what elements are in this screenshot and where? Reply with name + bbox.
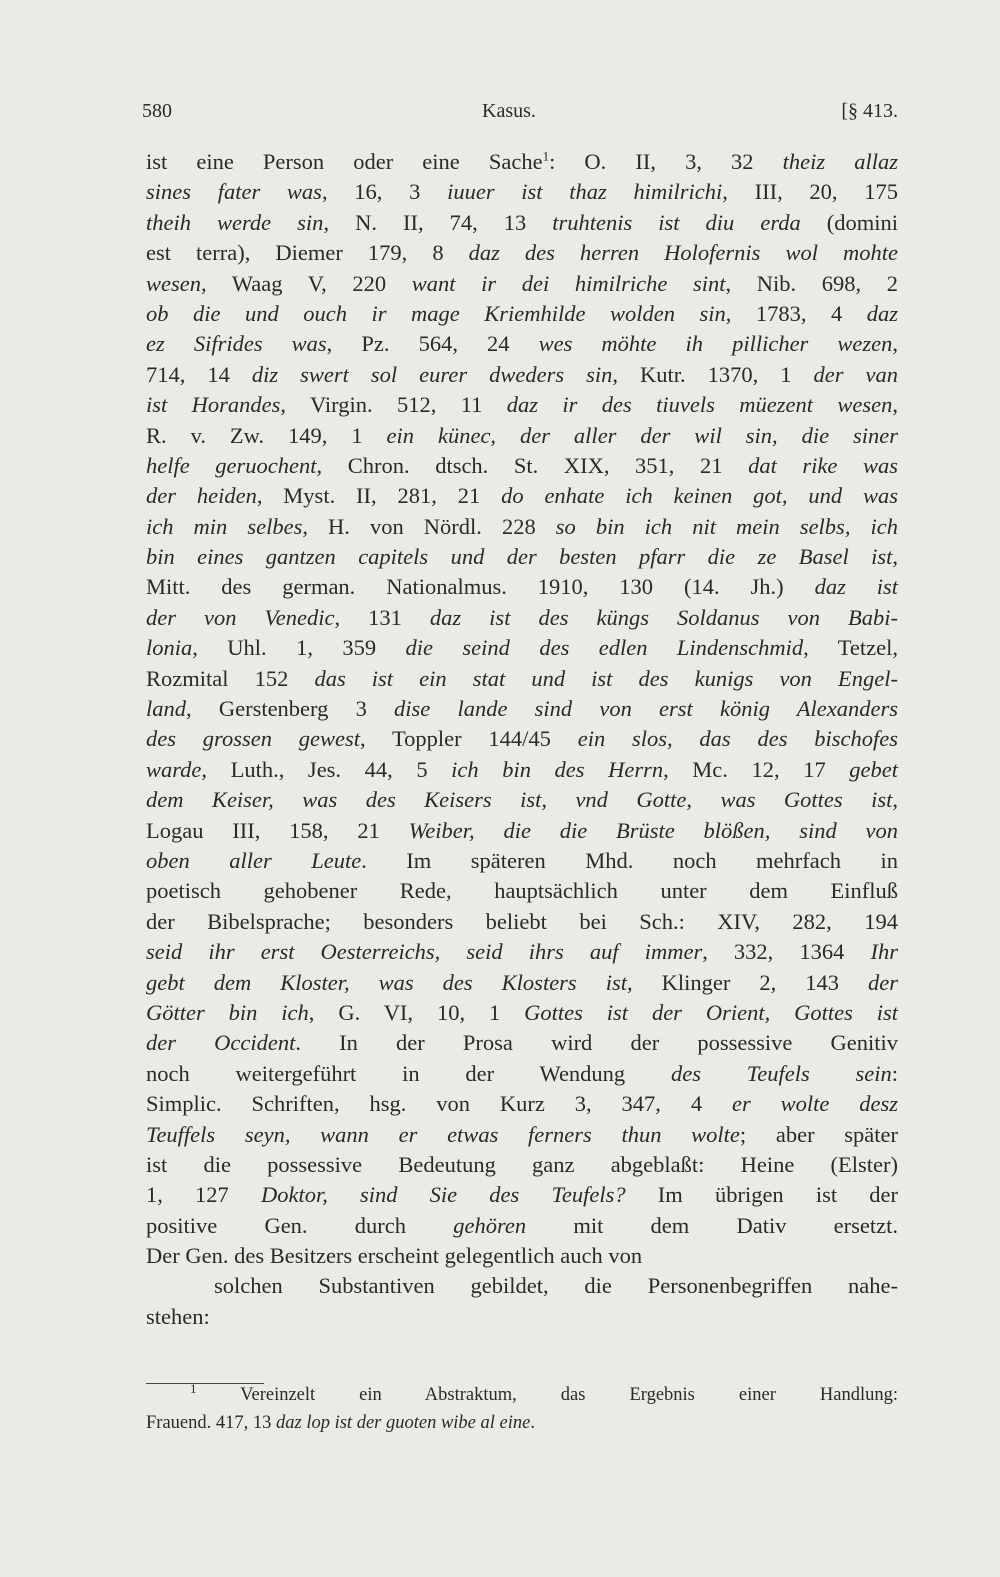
text-line: 1, 127 Doktor, sind Sie des Teufels? Im übrigen ist der bbox=[146, 1182, 898, 1208]
text-line: der von Venedic, 131 daz ist des küngs Soldanus von Babi- bbox=[146, 604, 899, 630]
text-line: Teuffels seyn, wann er etwas ferners thun wolte; aber später bbox=[146, 1121, 898, 1147]
text-line: ob die und ouch ir mage Kriemhilde wolden sin, 1783, 4 daz bbox=[146, 300, 899, 326]
text-line: der Bibelsprache; besonders beliebt bei Sch.: XIV, 282, 194 bbox=[146, 908, 898, 934]
text-line: wesen, Waag V, 220 want ir dei himilriche sint, Nib. 698, 2 bbox=[146, 270, 898, 296]
text-line: warde, Luth., Jes. 44, 5 ich bin des Herrn, Mc. 12, 17 gebet bbox=[146, 756, 898, 782]
text-line: gebt dem Kloster, was des Klosters ist, Klinger 2, 143 der bbox=[146, 969, 898, 995]
footnote-line: Frauend. 417, 13 daz lop ist der guoten wibe al eine. bbox=[146, 1413, 535, 1433]
text-line: Götter bin ich, G. VI, 10, 1 Gottes ist der Orient, Gottes ist bbox=[146, 999, 899, 1025]
text-line: ez Sifrides was, Pz. 564, 24 wes möhte ih pillicher wezen, bbox=[146, 331, 898, 357]
text-line: R. v. Zw. 149, 1 ein künec, der aller der wil sin, die siner bbox=[146, 422, 899, 448]
text-line: dem Keiser, was des Keisers ist, vnd Gotte, was Gottes ist, bbox=[146, 787, 898, 813]
section-reference: [§ 413. bbox=[841, 100, 898, 122]
text-line: noch weitergeführt in der Wendung des Teufels sein: bbox=[146, 1060, 899, 1086]
text-line: theih werde sin, N. II, 74, 13 truhtenis ist diu erda (domini bbox=[146, 209, 899, 235]
text-line: ist eine Person oder eine Sache$^1$: O. II, 3, 32 theiz allaz bbox=[146, 148, 898, 174]
text-line: sines fater was, 16, 3 iuuer ist thaz himilrichi, III, 20, 175 bbox=[146, 179, 898, 205]
text-line: ist Horandes, Virgin. 512, 11 daz ir des tiuvels müezent wesen, bbox=[146, 392, 898, 418]
text-line: seid ihr erst Oesterreichs, seid ihrs auf immer, 332, 1364 Ihr bbox=[146, 939, 898, 965]
text-line: ist die possessive Bedeutung ganz abgeblaßt: Heine (Elster) bbox=[146, 1151, 898, 1177]
text-line: Rozmital 152 das ist ein stat und ist des kunigs von Engel- bbox=[146, 665, 898, 691]
text-line: stehen: bbox=[146, 1303, 210, 1329]
page-number: 580 bbox=[142, 100, 172, 122]
text-line: positive Gen. durch gehören mit dem Dativ ersetzt. bbox=[146, 1212, 898, 1238]
text-line: der Occident. In der Prosa wird der possessive Genitiv bbox=[146, 1030, 898, 1056]
text-line: poetisch gehobener Rede, hauptsächlich unter dem Einfluß bbox=[146, 878, 898, 904]
text-line: ich min selbes, H. von Nördl. 228 so bin ich nit mein selbs, ich bbox=[146, 513, 898, 539]
text-line: der heiden, Myst. II, 281, 21 do enhate ich keinen got, und was bbox=[146, 483, 899, 509]
text-line: bin eines gantzen capitels und der besten pfarr die ze Basel ist, bbox=[146, 544, 898, 570]
text-line: Mitt. des german. Nationalmus. 1910, 130 (14. Jh.) daz ist bbox=[146, 574, 898, 600]
running-header bbox=[142, 100, 898, 132]
text-line: Der Gen. des Besitzers erscheint gelegentlich auch von bbox=[146, 1243, 643, 1269]
text-line: Logau III, 158, 21 Weiber, die die Brüste blößen, sind von bbox=[146, 817, 898, 843]
text-line: 714, 14 diz swert sol eurer dweders sin, Kutr. 1370, 1 der van bbox=[146, 361, 898, 387]
text-line: Simplic. Schriften, hsg. von Kurz 3, 347, 4 er wolte desz bbox=[146, 1091, 898, 1117]
text-line: lonia, Uhl. 1, 359 die seind des edlen Lindenschmid, Tetzel, bbox=[146, 635, 898, 661]
text-line: des grossen gewest, Toppler 144/45 ein slos, das des bischofes bbox=[146, 726, 898, 752]
running-title: Kasus. bbox=[482, 100, 536, 122]
body-text bbox=[146, 147, 898, 1332]
text-line: land, Gerstenberg 3 dise lande sind von erst könig Alexanders bbox=[146, 696, 898, 722]
text-line: est terra), Diemer 179, 8 daz des herren Holofernis wol mohte bbox=[146, 240, 898, 266]
text-line: solchen Substantiven gebildet, die Personenbegriffen nahe- bbox=[214, 1273, 898, 1299]
footnote-line: $^1$ Vereinzelt ein Abstraktum, das Ergebnis einer Handlung: bbox=[190, 1380, 898, 1405]
text-line: oben aller Leute. Im späteren Mhd. noch mehrfach in bbox=[146, 847, 898, 873]
text-line: helfe geruochent, Chron. dtsch. St. XIX, 351, 21 dat rike was bbox=[146, 452, 898, 478]
footnote bbox=[146, 1381, 898, 1437]
